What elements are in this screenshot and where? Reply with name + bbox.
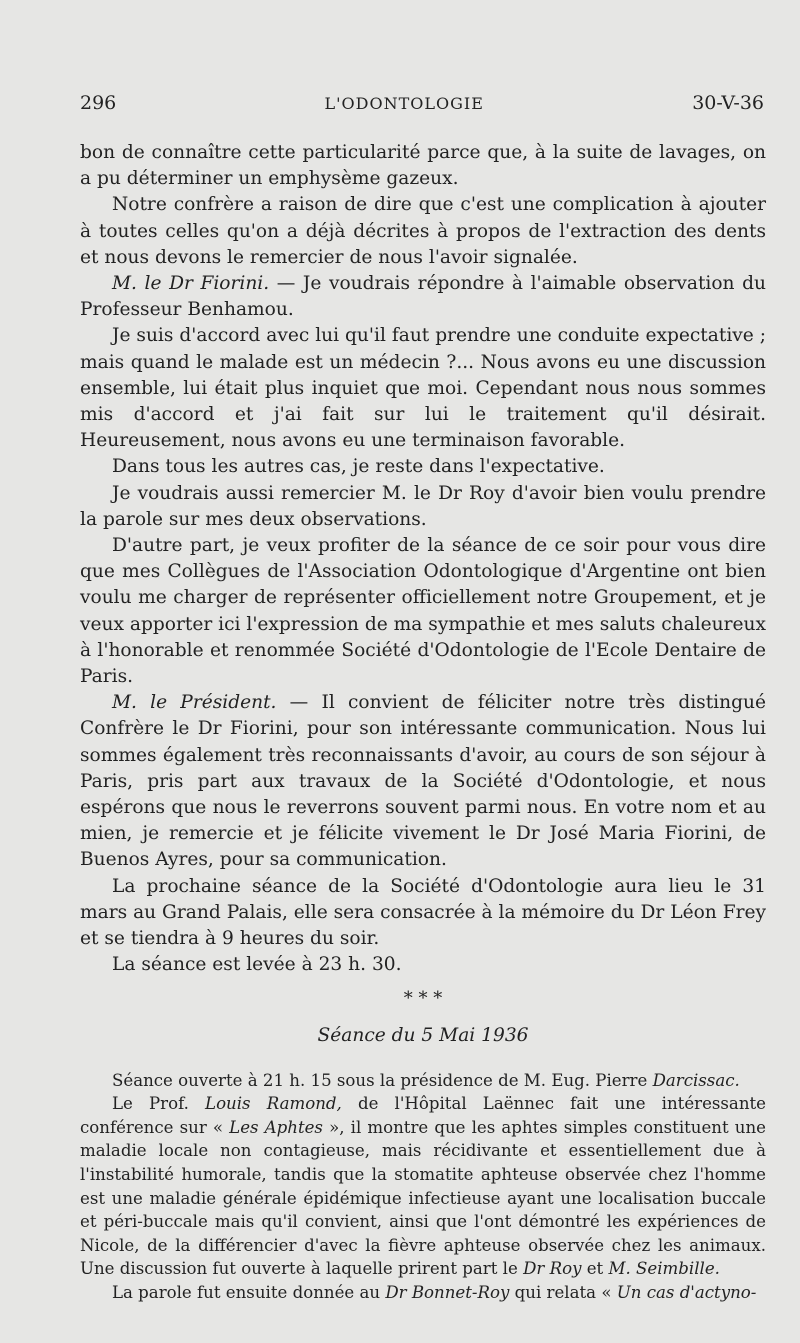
- president-remarks: M. le Président. — Il convient de féliciter notre très distingué Confrère le Dr Fiorini, pour son intéressante communication. Nous lui sommes également très reconnaissants d'avoir, au cours de son séjour à Paris, pris part aux travaux de la Société d'Odontologie, et nous espérons que nous le reverrons souvent parmi nous. En votre nom et au mien, je remercie et je félicite vivement le Dr José Maria Fiorini, de Buenos Ayres, pour sa communication.: [80, 692, 766, 871]
- paragraph: La prochaine séance de la Société d'Odontologie aura lieu le 31 mars au Grand Palais, elle sera consacrée à la mémoire du Dr Léon Frey et se tiendra à 9 heures du soir.: [80, 875, 766, 950]
- page-body: [80, 140, 766, 1305]
- journal-title: L'ODONTOLOGIE: [324, 94, 484, 113]
- fiorini-reply: M. le Dr Fiorini. — Je voudrais répondre à l'aimable observation du Professeur Benhamou.: [80, 273, 766, 321]
- session-heading: Séance du 5 Mai 1936: [317, 1024, 529, 1046]
- running-header: [80, 92, 764, 114]
- speaker-name: M. le Dr Fiorini.: [112, 273, 270, 295]
- paragraph: Je suis d'accord avec lui qu'il faut prendre une conduite expectative ; mais quand le malade est un médecin ?... Nous avons eu une discussion ensemble, lui était plus inquiet que moi. Cependant nous nous sommes mis d'accord et j'ai fait sur lui le traitement qu'il désirait. Heureusement, nous avons eu une terminaison favorable.: [80, 325, 766, 452]
- paragraph: Le Prof. Louis Ramond, de l'Hôpital Laënnec fait une intéressante conférence sur « Les Aphtes », il montre que les aphtes simples constituent une maladie locale non contagieuse, mais récidivante et essentiellement due à l'instabilité humorale, tandis que la stomatite aphteuse observée chez l'homme est une maladie générale épidémique infectieuse ayant une localisation buccale et péri-buccale mais qu'il convient, ainsi que l'ont démontré les expériences de Nicole, de la différencier d'avec la fièvre aphteuse observée chez les animaux. Une discussion fut ouverte à laquelle prirent part le Dr Roy et M. Seimbille.: [80, 1094, 766, 1279]
- paragraph: La séance est levée à 23 h. 30.: [112, 954, 402, 976]
- paragraph: Dans tous les autres cas, je reste dans l'expectative.: [112, 456, 605, 478]
- session-minutes: [80, 1069, 766, 1305]
- issue-date: 30-V-36: [692, 92, 764, 114]
- page-number: 296: [80, 92, 117, 114]
- section-separator: * * *: [403, 987, 443, 1009]
- paragraph: La parole fut ensuite donnée au Dr Bonnet-Roy qui relata « Un cas d'actyno-: [112, 1283, 757, 1303]
- paragraph: bon de connaître cette particularité parce que, à la suite de lavages, on a pu déterminer un emphysème gazeux.: [80, 142, 766, 190]
- paragraph: Je voudrais aussi remercier M. le Dr Roy d'avoir bien voulu prendre la parole sur mes deux observations.: [80, 482, 766, 530]
- paragraph: D'autre part, je veux profiter de la séance de ce soir pour vous dire que mes Collègues de l'Association Odontologique d'Argentine ont bien voulu me charger de représenter officiellement notre Groupement, et je veux apporter ici l'expression de ma sympathie et mes saluts chaleureux à l'honorable et renommée Société d'Odontologie de l'Ecole Dentaire de Paris.: [80, 535, 766, 688]
- speaker-name: M. le Président.: [112, 692, 277, 714]
- paragraph: Notre confrère a raison de dire que c'est une complication à ajouter à toutes celles qu'on a déjà décrites à propos de l'extraction des dents et nous devons le remercier de nous l'avoir signalée.: [80, 194, 766, 268]
- paragraph: Séance ouverte à 21 h. 15 sous la présidence de M. Eug. Pierre Darcissac.: [112, 1070, 740, 1090]
